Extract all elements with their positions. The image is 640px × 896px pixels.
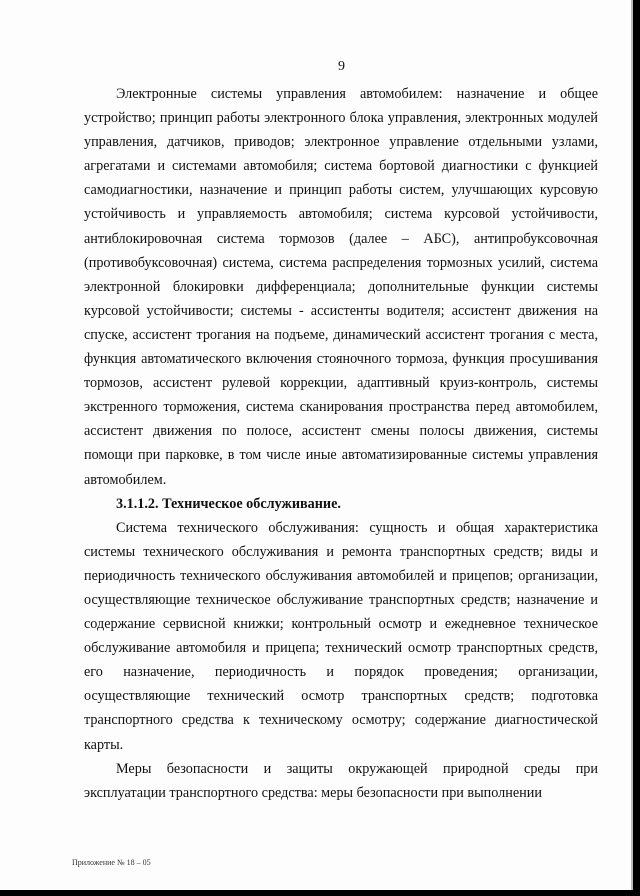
footer-note: Приложение № 18 – 05 [72,858,151,867]
paragraph-maintenance-system: Система технического обслуживания: сущность и общая характеристика системы технического обслуживания и ремонта транспортных средств; виды и периодичность технического обслуживания автомобилей и прицепов; организации, осуществляющие техническое обслуживание транспортных средств; назначение и содержание сервисной книжки; контрольный осмотр и ежедневное техническое обслуживание автомобиля и прицепа; технический осмотр транспортных средств, его назначение, периодичность и порядок проведения; организации, осуществляющие технический осмотр транспортных средств; подготовка транспортного средства к техническому осмотру; содержание диагностической карты. [84,519,598,753]
paragraph-safety-measures: Меры безопасности и защиты окружающей природной среды при эксплуатации транспортного средства: меры безопасности при выполнении [84,760,598,801]
section-heading: 3.1.1.2. Техническое обслуживание. [116,495,341,512]
paragraph-electronic-systems: Электронные системы управления автомобилем: назначение и общее устройство; принцип работы электронного блока управления, электронных модулей управления, датчиков, приводов; электронное управление отдельными узлами, агрегатами и системами автомобиля; система бортовой диагностики с функцией самодиагностики, назначение и принцип работы систем, улучшающих курсовую устойчивость и управляемость автомобиля; система курсовой устойчивости, антиблокировочная система тормозов (далее – АБС), антипробуксовочная (противобуксовочная) система, система распределения тормозных усилий, система электронной блокировки дифференциала; дополнительные функции системы курсовой устойчивости; системы - ассистенты водителя; ассистент движения на спуске, ассистент трогания на подъеме, динамический ассистент трогания с места, функция автоматического включения стояночного тормоза, функция просушивания тормозов, ассистент рулевой коррекции, адаптивный круиз-контроль, системы экстренного торможения, система сканирования пространства перед автомобилем, ассистент движения по полосе, ассистент смены полосы движения, системы помощи при парковке, в том числе иные автоматизированные системы управления автомобилем. [84,86,598,488]
page-body [84,82,598,805]
page-number: 9 [338,59,345,74]
scan-edge [631,0,633,890]
